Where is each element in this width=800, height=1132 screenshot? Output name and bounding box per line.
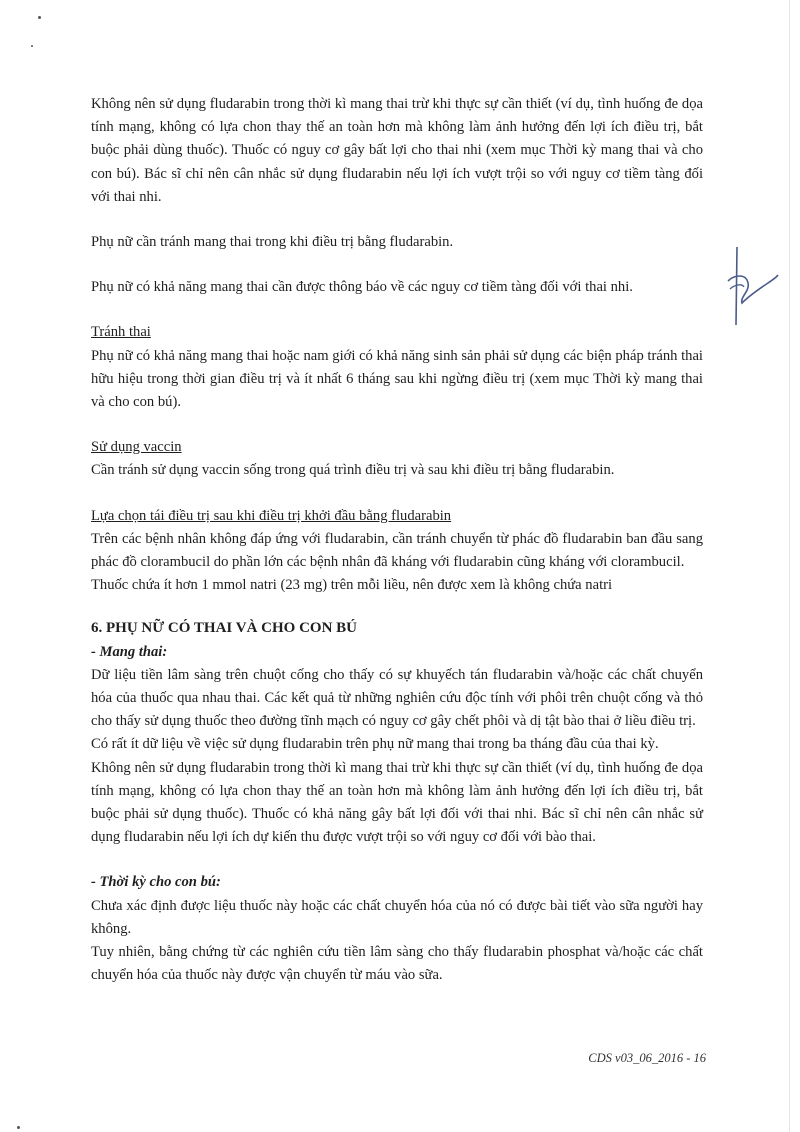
paragraph: Phụ nữ cần tránh mang thai trong khi điều trị bằng fludarabin. xyxy=(91,234,454,251)
document-body xyxy=(91,93,703,988)
section-title-retreatment xyxy=(91,505,703,528)
section-title-vaccine xyxy=(91,436,703,459)
paragraph: Cần tránh sử dụng vaccin sống trong quá trình điều trị và sau khi điều trị bằng fludarabin. xyxy=(91,462,615,479)
underlined-title: Lựa chọn tái điều trị sau khi điều trị khởi đầu bằng fludarabin xyxy=(91,507,452,524)
underlined-title: Tránh thai xyxy=(91,324,151,341)
paragraph: Không nên sử dụng fludarabin trong thời kì mang thai trừ khi thực sự cần thiết (ví dụ, tình huống đe dọa tính mạng, không có lựa chon thay thế an toàn hơn mà không làm ảnh hưởng đến lợi ích điều trị, bắt buộc phải dùng thuốc). Thuốc có nguy cơ gây bất lợi cho thai nhi (xem mục Thời kỳ mang thai và cho con bú). Bác sĩ chỉ nên cân nhắc sử dụng fludarabin nếu lợi ích vượt trội so với nguy cơ tiềm tàng đối với thai nhi. xyxy=(91,96,703,205)
underlined-title: Sử dụng vaccin xyxy=(91,439,182,456)
scan-edge xyxy=(789,0,790,1132)
subheading-lactation: - Thời kỳ cho con bú: xyxy=(91,874,221,891)
subheading-pregnancy: - Mang thai: xyxy=(91,643,168,660)
paragraph: Thuốc chứa ít hơn 1 mmol natri (23 mg) trên mỗi liều, nên được xem là không chứa natri xyxy=(91,577,613,594)
scan-speck xyxy=(38,16,41,19)
paragraph: Có rất ít dữ liệu về việc sử dụng fludarabin trên phụ nữ mang thai trong ba tháng đầu của thai kỳ. xyxy=(91,736,659,753)
scan-speck xyxy=(17,1126,20,1129)
paragraph: Không nên sử dụng fludarabin trong thời kì mang thai trừ khi thực sự cần thiết (ví dụ, tình huống đe dọa tính mạng, không có lựa chon thay thế an toàn hơn mà không làm ảnh hưởng đến lợi ích điều trị, bắt buộc phải sử dụng thuốc). Thuốc có khả năng gây bất lợi đối với thai nhi. Bác sĩ chỉ nên cân nhắc sử dụng fludarabin nếu lợi ích dự kiến thu được vượt trội so với nguy cơ đối với bào thai. xyxy=(91,759,703,846)
paragraph: Phụ nữ có khả năng mang thai hoặc nam giới có khả năng sinh sản phải sử dụng các biện pháp tránh thai hữu hiệu trong thời gian điều trị và ít nhất 6 tháng sau khi ngừng điều trị (xem mục Thời kỳ mang thai và cho con bú). xyxy=(91,347,703,411)
paragraph: Phụ nữ có khả năng mang thai cần được thông báo về các nguy cơ tiềm tàng đối với thai nhi. xyxy=(91,279,633,296)
section-heading-6: 6. PHỤ NỮ CÓ THAI VÀ CHO CON BÚ xyxy=(91,620,357,637)
page-footer: CDS v03_06_2016 - 16 xyxy=(588,1051,706,1065)
handwritten-initials-mark xyxy=(720,245,780,327)
paragraph: Chưa xác định được liệu thuốc này hoặc các chất chuyển hóa của nó có được bài tiết vào sữa người hay không. xyxy=(91,897,703,937)
paragraph: Dữ liệu tiền lâm sàng trên chuột cống cho thấy có sự khuyếch tán fludarabin và/hoặc các chất chuyển hóa của thuốc qua nhau thai. Các kết quả từ những nghiên cứu độc tính với phôi trên chuột cống và thỏ cho thấy sử dụng thuốc theo đường tĩnh mạch có nguy cơ gây chết phôi và dị tật bào thai ở liều điều trị. xyxy=(91,666,703,730)
paragraph: Trên các bệnh nhân không đáp ứng với fludarabin, cần tránh chuyển từ phác đồ fludarabin ban đầu sang phác đồ clorambucil do phần lớn các bệnh nhân đã kháng với fludarabin cũng kháng với clorambucil. xyxy=(91,530,703,571)
scan-speck xyxy=(31,45,33,47)
section-title-contraception xyxy=(91,321,703,344)
paragraph: Tuy nhiên, bằng chứng từ các nghiên cứu tiền lâm sàng cho thấy fludarabin phosphat và/hoặc các chất chuyển hóa của thuốc này được vận chuyển từ máu vào sữa. xyxy=(91,944,703,984)
